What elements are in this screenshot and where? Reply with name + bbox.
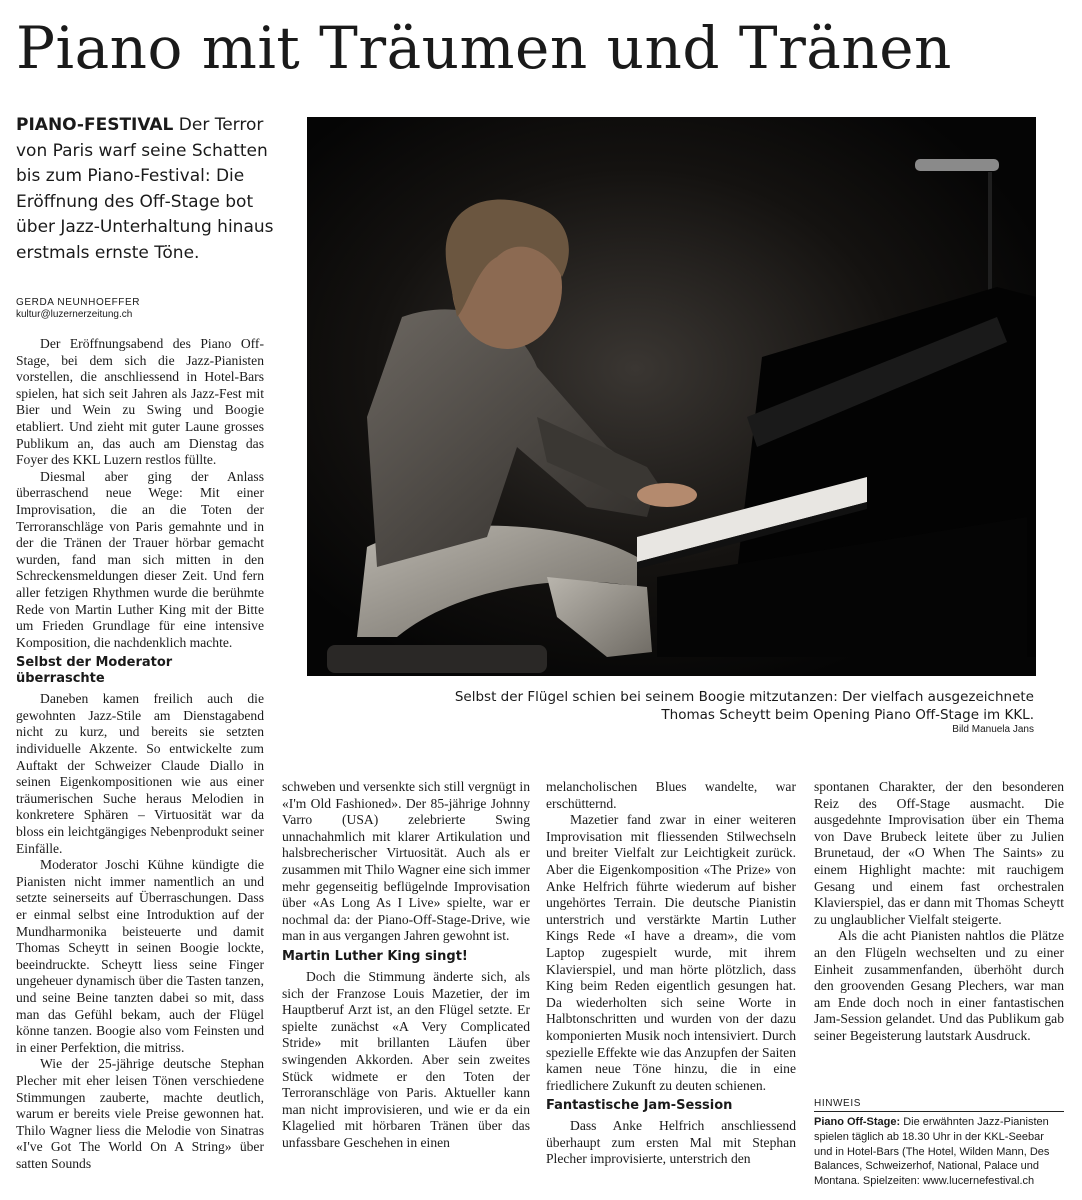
- subheading-jam-session: Fantastische Jam-Session: [546, 1098, 733, 1114]
- article-paragraph: melancholischen Blues wandelte, war erschütternd.: [546, 779, 796, 811]
- article-paragraph: Daneben kamen freilich auch die gewohnten Jazz-Stile am Dienstagabend nicht zu kurz, und bereits sie setzten individuelle Akzente. So entwickelte zum Auftakt der Schweizer Claude Diallo in seinen Eigenkompositionen wie aus einer träumerischen Suche heraus Melodien in konkretere Sphären – Virtuosität war da bloss ein leichtgängiges Nebenprodukt seiner Einfälle.: [16, 691, 264, 856]
- subheading-king: Martin Luther King singt!: [282, 948, 468, 964]
- article-paragraph: Doch die Stimmung änderte sich, als sich der Franzose Louis Mazetier, der im Hauptberuf Arzt ist, an den Flügel setzte. Er spielte zunächst «A Very Complicated Stride» mit brillanten Läufen über swingenden Akkorden. Aber sein zweites Stück widmete er den Toten der Terroranschläge von Paris. Aktueller kann man nicht improvisieren, und wie er da ein Klagelied mit hörbaren Tränen über das unfassbare Geschehen in einen: [282, 968, 530, 1150]
- concert-photo: [307, 117, 1036, 676]
- hinweis-title: Piano Off-Stage:: [814, 1116, 901, 1128]
- headline: Piano mit Träumen und Tränen: [16, 14, 952, 82]
- pianist-photo-illustration: [307, 117, 1036, 676]
- hinweis-box: [814, 1115, 1064, 1189]
- article-column-1: [16, 336, 264, 1198]
- byline: [16, 297, 284, 321]
- hinweis-label: HINWEIS: [814, 1098, 861, 1109]
- article-paragraph: Als die acht Pianisten nahtlos die Plätze an den Flügeln wechselten und zu einer Einheit zusammenfanden, überhöht durch den groovenden Gesang Plechers, war man am Ende doch noch in einer fantastischen Jam-Session gelandet. Und das Publikum gab seiner Begeisterung lautstark Ausdruck.: [814, 928, 1064, 1043]
- hinweis-text: Die erwähnten Jazz-Pianisten spielen täglich ab 18.30 Uhr in der KKL-Seebar und in Hotel-Bars (The Hotel, Wilden Mann, Des Balances, Schweizerhof, National, Palace und Montana. Spielzeiten: www.lucernefestival.ch: [814, 1116, 1050, 1188]
- byline-email: kultur@luzernerzeitung.ch: [16, 309, 133, 320]
- lead-kicker: PIANO-FESTIVAL: [16, 115, 174, 135]
- article-column-2: [282, 779, 530, 1198]
- article-paragraph: Wie der 25-jährige deutsche Stephan Plecher mit eher leisen Tönen verschiedene Stimmungen zauberte, machte deutlich, warum er bereits viele Preise gewonnen hat. Thilo Wagner liess die Melodie von Sinatras «I've Got The World On A String» über satten Sounds: [16, 1056, 264, 1171]
- article-paragraph: schweben und versenkte sich still vergnügt in «I'm Old Fashioned». Der 85-jährige Johnny Varro (USA) zelebrierte Swing unnachahmlich mit klarer Artikulation und halsbrecherischer Virtuosität. Auch als er zusammen mit Thilo Wagner eine sich immer mehr gegenseitig beflügelnde Improvisation über «As Long As I Live» spielte, war er nochmal da: der Piano-Off-Stage-Drive, wie man in aus vergangen Jahren gewohnt ist.: [282, 779, 530, 944]
- article-paragraph: Dass Anke Helfrich anschliessend überhaupt zum ersten Mal mit Stephan Plecher improvisierte, unterstrich den: [546, 1118, 796, 1167]
- photo-credit: Bild Manuela Jans: [952, 724, 1034, 735]
- article-paragraph: Der Eröffnungsabend des Piano Off-Stage, bei dem sich die Jazz-Pianisten vorstellen, die anschliessend in Hotel-Bars spielen, hat sich seit Jahren als Jazz-Fest mit Bier und Wein zu Swing und Boogie etabliert. Und zieht mit guter Laune grosses Publikum an, das auch am Dienstag das Foyer des KKL Luzern restlos füllte.: [16, 336, 264, 468]
- article-paragraph: Moderator Joschi Kühne kündigte die Pianisten nicht immer namentlich an und setzte seinerseits auf Überraschungen. Dass er einmal selbst eine Introduktion auf der Mundharmonika beisteuerte und damit Thomas Scheytt in seinen Boogie lockte, beeindruckte. Scheytt liess seine Finger ungeheuer dynamisch über die Tasten tanzen, und seine Beine tanzten dabei so mit, dass man das Gefühl bekam, auch der Flügel könne tanzen. Boogie also vom Feinsten und in einer Perfektion, die mitriss.: [16, 857, 264, 1055]
- article-column-3: [546, 779, 796, 1198]
- lead-text: Der Terror von Paris warf seine Schatten bis zum Piano-Festival: Die Eröffnung des Off-Stage bot über Jazz-Unterhaltung hinaus erstmals ernste Töne.: [16, 115, 274, 263]
- article-paragraph: spontanen Charakter, der den besonderen Reiz des Off-Stage ausmacht. Die ausgedehnte Improvisation über ein Thema von Dave Brubeck leitete über zu Julien Brunetaud, der «O When The Saints» zu einem Highlight machte: mit rauchigem Gesang und einem fast orchestralen Klavierspiel, das er dann mit Thomas Scheytt zu unglaublicher Vielfalt steigerte.: [814, 779, 1064, 927]
- byline-author: GERDA NEUNHOEFFER: [16, 297, 141, 308]
- photo-caption: Selbst der Flügel schien bei seinem Boogie mitzutanzen: Der vielfach ausgezeichnete Thomas Scheytt beim Opening Piano Off-Stage im KKL.: [454, 689, 1034, 723]
- article-column-4: [814, 779, 1064, 1069]
- lead-paragraph: [16, 113, 284, 266]
- subheading-moderator: Selbst der Moderator überraschte: [16, 655, 173, 687]
- article-paragraph: Mazetier fand zwar in einer weiteren Improvisation mit fliessenden Stilwechseln und breiter Vielfalt zur Leichtigkeit zurück. Aber die Eigenkomposition «The Prize» von Anke Helfrich führte wiederum auf bisher ungehörtes Terrain. Die deutsche Pianistin unterstrich und verstärkte Martin Luther Kings Rede «I have a dream», die vom Laptop zugespielt wurde, mit ihrem Klavierspiel, und man hörte plötzlich, dass King beim Reden eigentlich gesungen hat. Da wiederholten sich seine Worte in Halbtonschritten und wurden von der dazu komponierten Musik noch intensiviert. Durch spezielle Effekte wie das Anzupfen der Saiten kamen neue Töne hinzu, die in eine friedlichere Zukunft zu deuten schienen.: [546, 812, 796, 1093]
- hinweis-divider: [814, 1111, 1064, 1112]
- article-paragraph: Diesmal aber ging der Anlass überraschend neue Wege: Mit einer Improvisation, die an die Toten der Terroranschläge von Paris gemahnte und in der die Tränen der Trauer hörbar gemacht wurden, fand man sich mitten in den Schreckensmeldungen dieser Zeit. Und fern aller fetzigen Rhythmen wurde die berühmte Rede von Martin Luther King mit der Bitte um Frieden Grundlage für eine intensive Komposition, die nachdenklich machte.: [16, 468, 264, 650]
